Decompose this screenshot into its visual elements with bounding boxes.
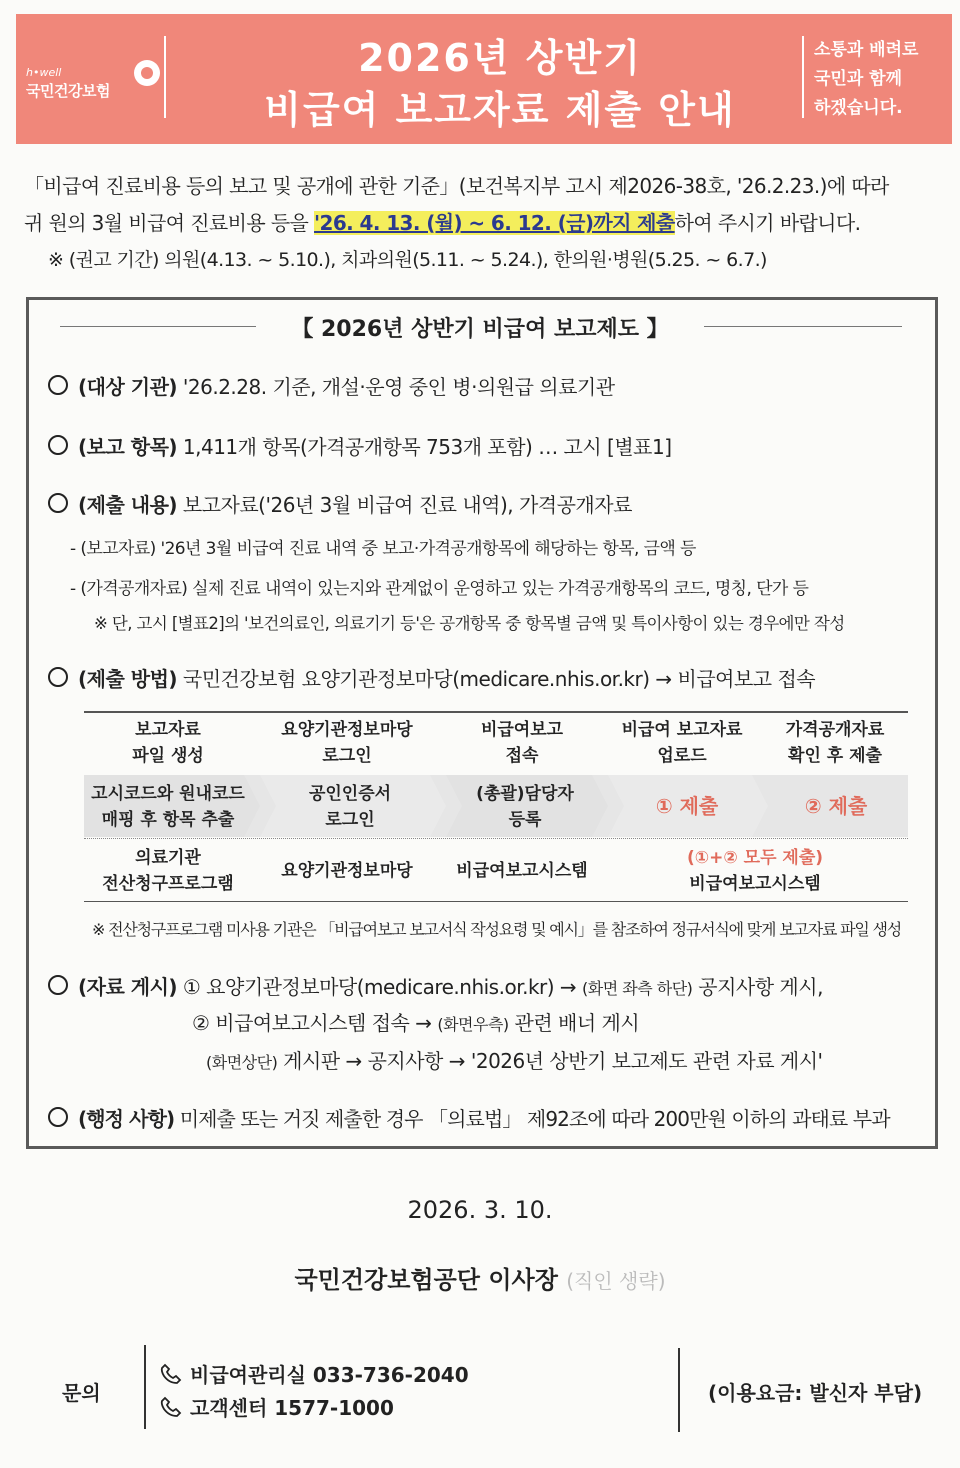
flow-system [84,841,252,901]
logo-ko-text: 국민건강보험 [26,82,110,100]
content-sub-1: - (보고자료) '26년 3월 비급여 진료 내역 중 보고·가격공개항목에 해당하는 항목, 금액 등 [70,539,696,559]
intro-line-2-post: 하여 주시기 바랍니다. [674,211,861,235]
slogan-line: 국민과 함께 [814,69,903,89]
recommended-periods: ※ (권고 기간) 의원(4.13. ~ 5.10.), 치과의원(5.11. ~ 5.24.), 한의원·병원(5.25. ~ 6.7.) [48,249,767,271]
flow-step [84,775,252,837]
header-divider-right [802,36,804,118]
content-sub-3: ※ 단, 고시 [별표2]의 '보건의료인, 의료기기 등'은 공개항목 중 항목별 금액 및 특이사항이 있는 경우에만 작성 [94,614,845,633]
title-line-2: 비급여 보고자료 제출 안내 [264,88,736,132]
flow-system-line: 비급여보고시스템 [689,874,821,894]
flow-system-line: 전산청구프로그램 [102,874,234,894]
flow-header-line: 로그인 [322,746,372,766]
header-divider-left [164,36,166,118]
flow-header [762,711,908,775]
item-label: (행정 사항) [78,1107,175,1131]
posting-line-2 [192,1007,639,1036]
circle-bullet-icon [48,1107,68,1127]
flow-step [450,775,600,837]
slogan-line: 하겠습니다. [814,98,903,118]
intro-line-2-pre: 귀 원의 3월 비급여 진료비용 등을 [24,211,315,235]
item-method [48,663,815,692]
flow-step-line: 공인인증서 [308,784,392,804]
flow-header-line: 파일 생성 [132,746,204,766]
item-text: 미제출 또는 거짓 제출한 경우 「의료법」 제92조에 따라 200만원 이하의 과태료 부과 [174,1107,890,1131]
flow-step-line: 등록 [508,810,542,830]
item-text-small: (화면 좌측 하단) [582,979,693,998]
item-label: (대상 기관) [78,375,178,399]
flow-header-line: 가격공개자료 [785,720,885,740]
content-sub-2: - (가격공개자료) 실제 진료 내역이 있는지와 관계없이 운영하고 있는 가격공개항목의 코드, 명칭, 단가 등 [70,579,809,599]
intro-line-2 [24,207,860,236]
slogan-line: 소통과 배려로 [814,40,919,60]
submission-flow-table [84,711,908,901]
signer-name: 국민건강보험공단 이사장 [294,1266,558,1294]
contact-text: 고객센터 1577-1000 [190,1396,394,1420]
flow-system: 요양기관정보마당 [281,861,413,881]
flow-dotted-rule [84,838,908,839]
flow-bottom-rule [84,901,908,902]
flow-header-line: 보고자료 [135,720,201,740]
item-target [48,371,615,400]
flow-note: ※ 전산청구프로그램 미사용 기관은 「비급여보고 보고서식 작성요령 및 예시」를 참조하여 정규서식에 맞게 보고자료 파일 생성 [92,920,902,939]
item-label: (제출 방법) [78,667,178,691]
flow-header [442,711,602,775]
inquiry-label: 문의 [62,1381,101,1405]
issue-date: 2026. 3. 10. [407,1196,553,1224]
flow-header-line: 비급여 보고자료 [621,720,743,740]
contact-2 [160,1392,394,1421]
signer [0,1260,960,1295]
item-text-small: (화면우측) [437,1015,509,1034]
item-text: 보고자료('26년 3월 비급여 진료 내역), 가격공개자료 [177,493,632,517]
intro-line-1: 「비급여 진료비용 등의 보고 및 공개에 관한 기준」(보건복지부 고시 제2026-38호, '26.2.23.)에 따라 [24,174,889,198]
flow-system-line: 의료기관 [135,848,201,868]
title-line-1: 2026년 상반기 [358,36,642,80]
circle-bullet-icon [48,375,68,395]
slogan [814,36,918,123]
flow-header-line: 접속 [505,746,539,766]
item-label: (제출 내용) [78,493,178,517]
flow-step-line: 로그인 [325,810,375,830]
footer-divider-right [678,1348,680,1432]
nhis-logo [26,66,156,116]
item-label: (보고 항목) [78,435,178,459]
flow-header [602,711,762,775]
item-text: 국민건강보험 요양기관정보마당(medicare.nhis.or.kr) → 비급여보고 접속 [177,667,816,691]
logo-en-text: h•well [26,66,62,79]
logo-heart-icon [134,60,160,86]
circle-bullet-icon [48,975,68,995]
item-text: ① 요양기관정보마당(medicare.nhis.or.kr) → [177,975,583,999]
header-banner [16,14,952,144]
flow-step-line: 매핑 후 항목 추출 [101,810,235,830]
circle-bullet-icon [48,667,68,687]
flow-header-line: 비급여보고 [480,720,564,740]
flow-step-submit-2: ② 제출 [804,794,868,818]
item-posting [48,971,823,1000]
flow-header-line: 요양기관정보마당 [281,720,413,740]
flow-system [602,841,908,901]
flow-step-line: 고시코드와 원내코드 [91,784,245,804]
item-label: (자료 게시) [78,975,178,999]
item-admin [48,1103,890,1132]
flow-step [260,775,440,837]
flow-header [84,711,252,775]
flow-step-submit-1: ① 제출 [655,794,719,818]
circle-bullet-icon [48,493,68,513]
fee-note: (이용요금: 발신자 부담) [708,1381,923,1405]
flow-step-line: (총괄)담당자 [476,784,574,804]
item-text: 게시판 → 공지사항 → '2026년 상반기 보고제도 관련 자료 게시' [277,1049,823,1073]
item-text: ② 비급여보고시스템 접속 → [192,1011,438,1035]
item-text: 1,411개 항목(가격공개항목 753개 포함) … 고시 [별표1] [177,435,672,459]
phone-icon [160,1396,182,1418]
item-text: '26.2.28. 기준, 개설·운영 중인 병·의원급 의료기관 [177,375,615,399]
item-text: 공지사항 게시, [692,975,823,999]
posting-line-3 [206,1045,823,1074]
contact-1 [160,1359,469,1388]
item-text-small: (화면상단) [206,1053,278,1072]
footer-divider-left [144,1345,146,1429]
flow-header [252,711,442,775]
item-content [48,489,632,518]
submission-period-highlight: '26. 4. 13. (월) ~ 6. 12. (금)까지 제출 [314,211,675,235]
flow-header-line: 확인 후 제출 [788,746,882,766]
flow-header-line: 업로드 [657,746,707,766]
seal-omitted: (직인 생략) [566,1269,666,1293]
flow-system: 비급여보고시스템 [456,861,588,881]
box-title: 【 2026년 상반기 비급여 보고제도 】 [291,317,669,342]
circle-bullet-icon [48,435,68,455]
flow-system-line: (①+② 모두 제출) [686,848,824,868]
item-report-items [48,431,672,460]
page-title [186,32,814,136]
phone-icon [160,1363,182,1385]
contact-text: 비급여관리실 033-736-2040 [190,1363,469,1387]
item-text: 관련 배너 게시 [508,1011,640,1035]
